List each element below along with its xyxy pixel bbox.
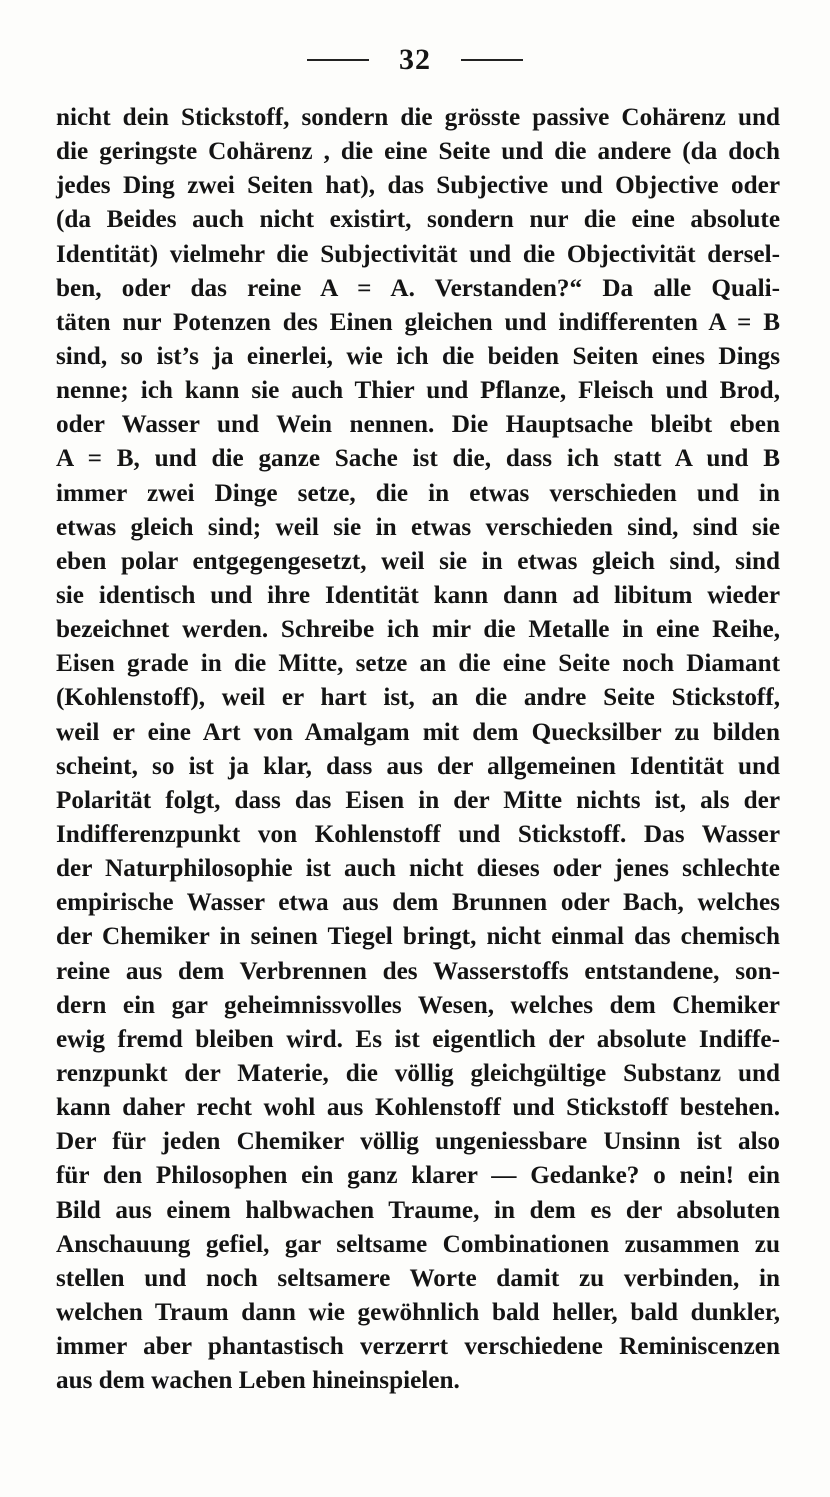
text-line: empirische Wasser etwa aus dem Brunnen oder Bach, welches (56, 889, 780, 917)
text-line: nicht dein Stickstoff, sondern die grösste passive Cohärenz und (56, 104, 780, 131)
text-line: (da Beides auch nicht existirt, sondern nur die eine absolute (56, 206, 780, 234)
header-rule-left (307, 59, 369, 61)
text-line: weil er eine Art von Amalgam mit dem Quecksilber zu bilden (56, 718, 780, 746)
text-line: (Kohlenstoff), weil er hart ist, an die andre Seite Stickstoff, (56, 684, 780, 712)
text-line: eben polar entgegengesetzt, weil sie in etwas gleich sind, sind (56, 547, 780, 575)
text-line: Identität) vielmehr die Subjectivität und die Objectivität dersel- (56, 240, 780, 268)
text-line: immer aber phantastisch verzerrt verschiedene Reminiscenzen (56, 1333, 780, 1361)
text-line: jedes Ding zwei Seiten hat), das Subjective und Objective oder (56, 172, 780, 200)
text-line: die geringste Cohärenz , die eine Seite und die andere (da doch (56, 138, 780, 166)
text-line: Der für jeden Chemiker völlig ungeniessbare Unsinn ist also (56, 1128, 780, 1156)
page-header (0, 42, 830, 78)
text-line: renzpunkt der Materie, die völlig gleichgültige Substanz und (56, 1059, 780, 1087)
text-line: Eisen grade in die Mitte, setze an die eine Seite noch Diamant (56, 650, 780, 678)
text-line: der Chemiker in seinen Tiegel bringt, nicht einmal das chemisch (56, 923, 780, 951)
text-line: nenne; ich kann sie auch Thier und Pflanze, Fleisch und Brod, (56, 377, 780, 405)
text-line: aus dem wachen Leben hineinspielen. (56, 1367, 460, 1395)
text-line: Polarität folgt, dass das Eisen in der Mitte nichts ist, als der (56, 786, 780, 814)
text-line: für den Philosophen ein ganz klarer — Gedanke? o nein! ein (56, 1162, 780, 1190)
text-line: oder Wasser und Wein nennen. Die Hauptsache bleibt eben (56, 411, 780, 439)
text-line: Bild aus einem halbwachen Traume, in dem es der absoluten (56, 1196, 780, 1224)
text-line: bezeichnet werden. Schreibe ich mir die Metalle in eine Reihe, (56, 616, 780, 644)
text-line: Indifferenzpunkt von Kohlenstoff und Stickstoff. Das Wasser (56, 820, 780, 848)
body-text (56, 101, 780, 1398)
text-line: welchen Traum dann wie gewöhnlich bald heller, bald dunkler, (56, 1298, 780, 1326)
text-line: dern ein gar geheimnissvolles Wesen, welches dem Chemiker (56, 991, 780, 1019)
text-line: scheint, so ist ja klar, dass aus der allgemeinen Identität und (56, 752, 780, 780)
text-line: kann daher recht wohl aus Kohlenstoff und Stickstoff bestehen. (56, 1094, 780, 1122)
text-line: etwas gleich sind; weil sie in etwas verschieden sind, sind sie (56, 513, 780, 541)
text-line: sind, so ist’s ja einerlei, wie ich die beiden Seiten eines Dings (56, 342, 780, 370)
text-line: Anschauung gefiel, gar seltsame Combinationen zusammen zu (56, 1230, 780, 1258)
text-line: stellen und noch seltsamere Worte damit zu verbinden, in (56, 1264, 780, 1292)
text-line: reine aus dem Verbrennen des Wasserstoffs entstandene, son- (56, 957, 780, 985)
page-number: 32 (399, 43, 431, 76)
text-line: immer zwei Dinge setze, die in etwas verschieden und in (56, 479, 780, 507)
text-line: sie identisch und ihre Identität kann dann ad libitum wieder (56, 581, 780, 609)
text-line: A = B, und die ganze Sache ist die, dass ich statt A und B (56, 445, 780, 473)
header-rule-right (461, 59, 523, 61)
text-line: ewig fremd bleiben wird. Es ist eigentlich der absolute Indiffe- (56, 1025, 780, 1053)
text-line: täten nur Potenzen des Einen gleichen und indifferenten A = B (56, 308, 780, 336)
text-line: ben, oder das reine A = A. Verstanden?“ Da alle Quali- (56, 274, 780, 302)
text-line: der Naturphilosophie ist auch nicht dieses oder jenes schlechte (56, 855, 780, 883)
